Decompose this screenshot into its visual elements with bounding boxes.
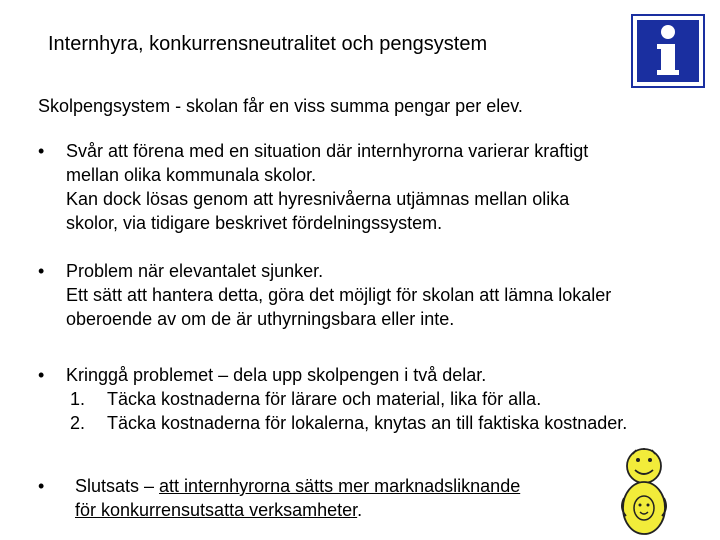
bullet-mark: • <box>38 261 45 281</box>
bullet-1-line-4: skolor, via tidigare beskrivet fördelningssystem. <box>66 213 443 233</box>
numbered-item-1 <box>38 387 627 411</box>
bullet-2-line-2: Ett sätt att hantera detta, göra det möjligt för skolan att lämna lokaler <box>66 285 612 305</box>
bullet-item-3 <box>38 363 627 435</box>
bullet-3-line-1: Kringgå problemet – dela upp skolpengen i två delar. <box>66 365 487 385</box>
bullet-mark: • <box>38 476 45 496</box>
bullet-mark: • <box>38 365 45 385</box>
numbered-item-2 <box>38 411 627 435</box>
info-icon <box>631 14 705 88</box>
page-title: Internhyra, konkurrensneutralitet och pengsystem <box>48 33 488 55</box>
bullet-1-line-1: Svår att förena med en situation där internhyrorna varierar kraftigt <box>66 141 589 161</box>
item-number: 2. <box>70 413 86 433</box>
item-number: 1. <box>70 389 86 409</box>
bullet-2-line-3: oberoende av om de är uthyrningsbara eller inte. <box>66 309 455 329</box>
bullet-item-1 <box>38 139 588 235</box>
bullet-1-line-2: mellan olika kommunala skolor. <box>66 165 317 185</box>
item-text: Täcka kostnaderna för lokalerna, knytas an till faktiska kostnader. <box>107 413 628 433</box>
conclusion-underlined-1: att internhyrorna sätts mer marknadsliknande <box>159 476 521 496</box>
smiley-figure-icon <box>616 446 672 540</box>
bullet-1-line-3: Kan dock lösas genom att hyresnivåerna utjämnas mellan olika <box>66 189 570 209</box>
conclusion-suffix: . <box>357 500 363 520</box>
bullet-mark: • <box>38 141 45 161</box>
bullet-2-line-1: Problem när elevantalet sjunker. <box>66 261 324 281</box>
item-text: Täcka kostnaderna för lärare och material, lika för alla. <box>107 389 542 409</box>
conclusion-prefix: Slutsats – <box>75 476 160 496</box>
conclusion-underlined-2: för konkurrensutsatta verksamheter <box>75 500 358 520</box>
bullet-item-4 <box>38 474 520 522</box>
bullet-item-2 <box>38 259 611 331</box>
slide-subtitle: Skolpengsystem - skolan får en viss summa pengar per elev. <box>38 96 523 116</box>
